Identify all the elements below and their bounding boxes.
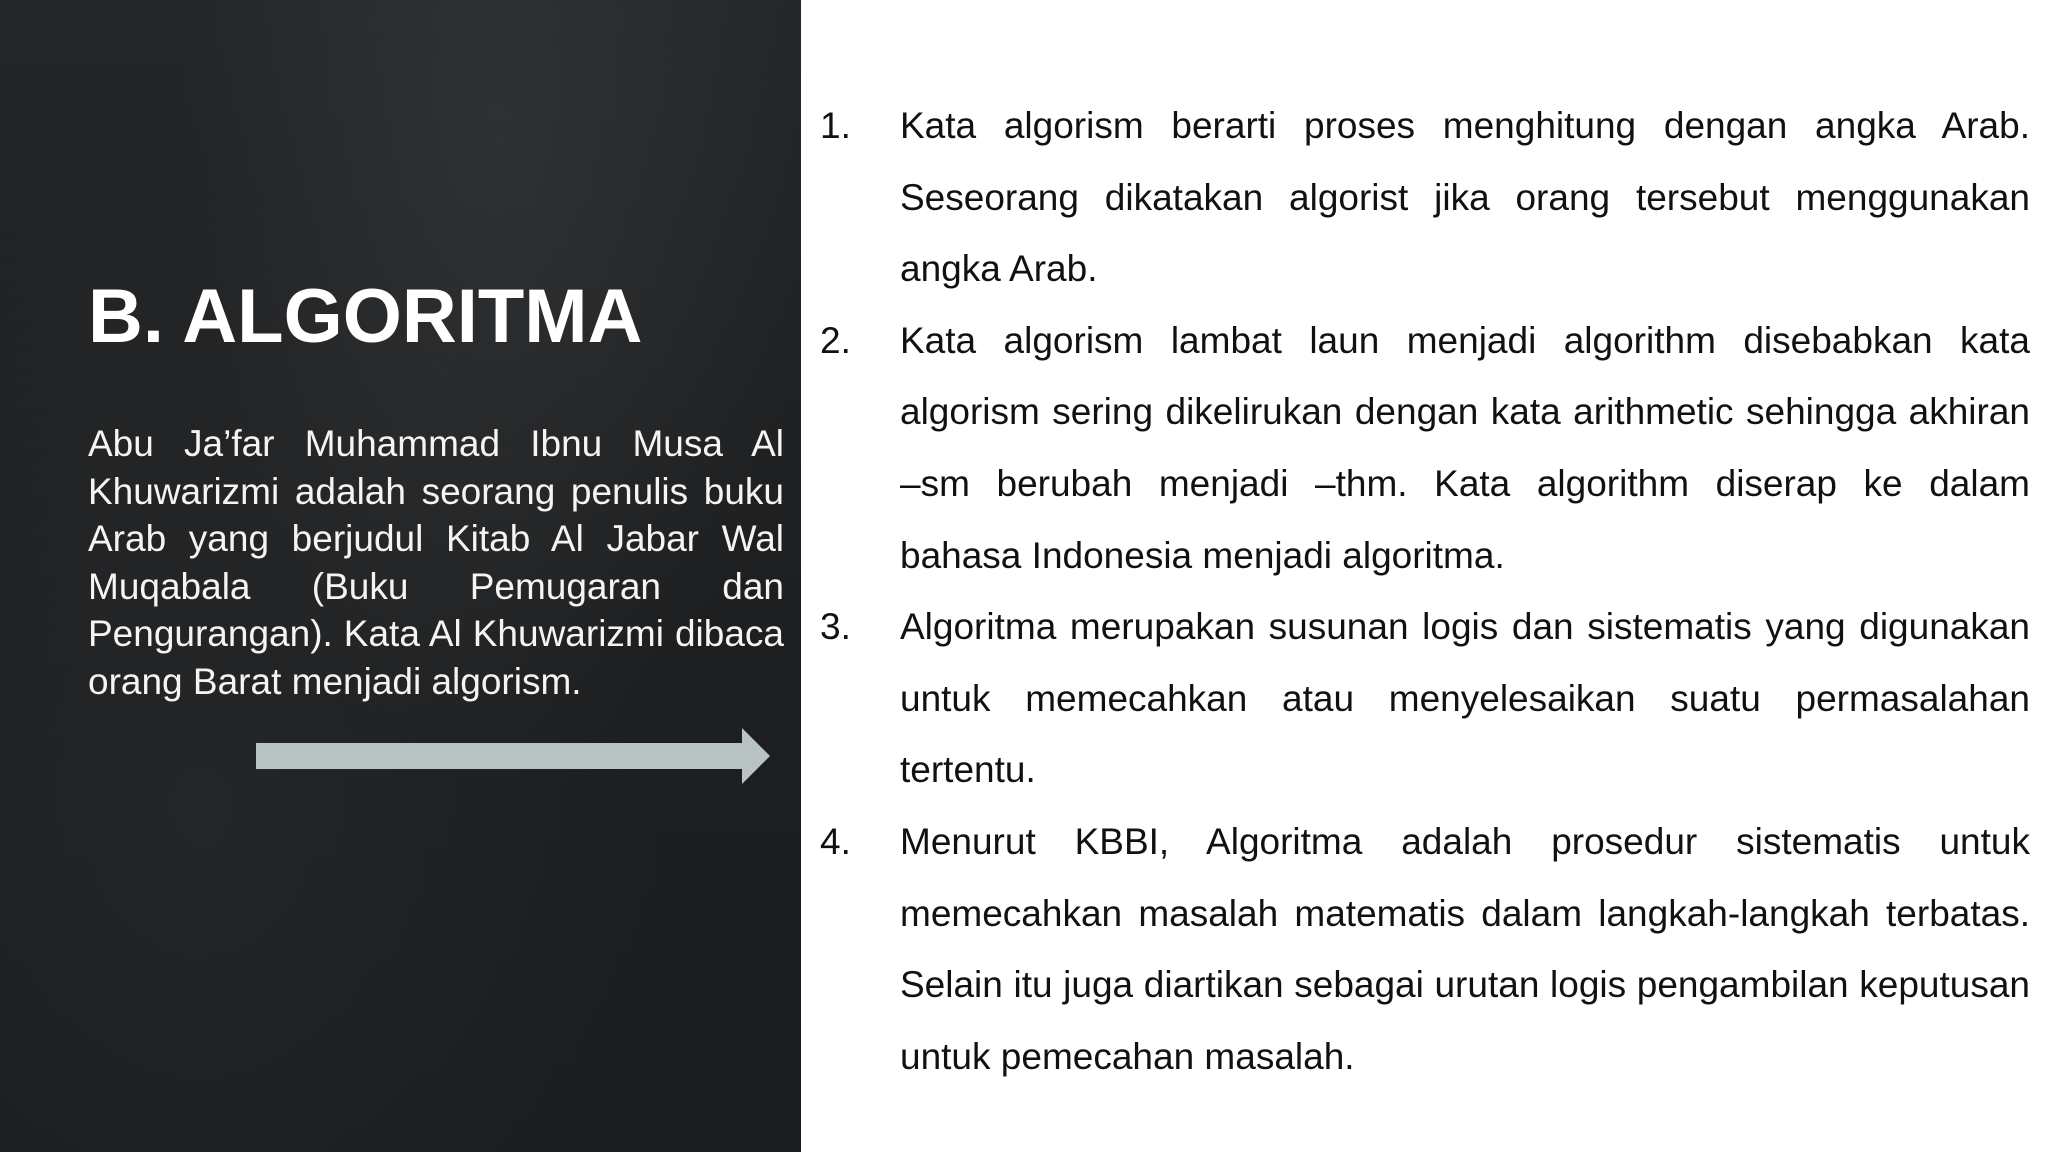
slide-title: B. ALGORITMA — [88, 274, 643, 359]
intro-paragraph: Abu Ja’far Muhammad Ibnu Musa Al Khuwarizmi adalah seorang penulis buku Arab yang berjudul Kitab Al Jabar Wal Muqabala (Buku Pemugaran dan Pengurangan). Kata Al Khuwarizmi dibaca orang Barat menjadi algorism. — [88, 423, 784, 702]
list-item-text: Kata algorism lambat laun menjadi algorithm disebabkan kata algorism sering dikelirukan dengan kata arithmetic sehingga akhiran –sm berubah menjadi –thm. Kata algorithm diserap ke dalam bahasa Indonesia menjadi algoritma. — [900, 319, 2030, 576]
list-item-number: 3. — [820, 606, 851, 648]
right-arrow-shape — [256, 728, 770, 784]
point-list — [820, 90, 2030, 1092]
list-item-number: 1. — [820, 105, 851, 146]
list-item-text: Menurut KBBI, Algoritma adalah prosedur sistematis untuk memecahkan masalah matematis dalam langkah-langkah terbatas. Selain itu juga diartikan sebagai urutan logis pengambilan keputusan untuk pemecahan masalah. — [900, 820, 2030, 1077]
list-item-text: Kata algorism berarti proses menghitung dengan angka Arab. Seseorang dikatakan algorist jika orang tersebut menggunakan angka Arab. — [900, 105, 2030, 290]
right-arrow-icon — [256, 728, 770, 784]
list-item — [820, 806, 2030, 1092]
list-item — [820, 305, 2030, 591]
left-panel — [0, 0, 801, 1152]
list-item-number: 4. — [820, 820, 851, 862]
list-item-number: 2. — [820, 319, 851, 361]
list-item — [820, 90, 2030, 305]
list-item-text: Algoritma merupakan susunan logis dan sistematis yang digunakan untuk memecahkan atau menyelesaikan suatu permasalahan tertentu. — [900, 606, 2030, 791]
list-item — [820, 591, 2030, 806]
